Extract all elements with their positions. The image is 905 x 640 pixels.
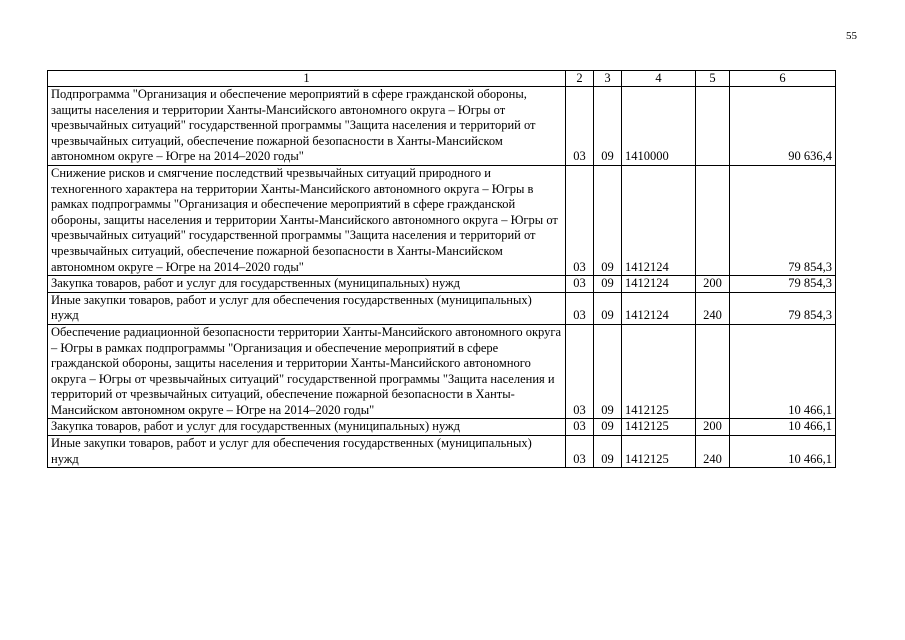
target-article-code: 1412125 [622, 436, 696, 468]
amount: 79 854,3 [730, 292, 836, 324]
amount: 79 854,3 [730, 276, 836, 293]
subsection-code: 09 [594, 165, 622, 275]
budget-table [47, 70, 836, 468]
row-name: Закупка товаров, работ и услуг для государственных (муниципальных) нужд [48, 276, 566, 293]
column-header-1: 1 [48, 71, 566, 87]
section-code: 03 [566, 419, 594, 436]
table-row [48, 292, 836, 324]
target-article-code: 1412125 [622, 324, 696, 419]
amount: 10 466,1 [730, 419, 836, 436]
row-name: Снижение рисков и смягчение последствий чрезвычайных ситуаций природного и техногенного характера на территории Ханты-Мансийского автономного округа – Югры в рамках подпрограммы "Организация и обеспечение мероприятий в сфере гражданской обороны, защиты населения и территории Ханты-Мансийского автономного округа – Югры от чрезвычайных ситуаций" государственной программы "Защита населения и территорий от чрезвычайных ситуаций, обеспечение пожарной безопасности в Ханты-Мансийском автономном округе – Югре на 2014–2020 годы" [48, 165, 566, 275]
target-article-code: 1412124 [622, 276, 696, 293]
subsection-code: 09 [594, 324, 622, 419]
table-header-row [48, 71, 836, 87]
expense-type-code: 200 [696, 419, 730, 436]
expense-type-code [696, 165, 730, 275]
target-article-code: 1412124 [622, 292, 696, 324]
target-article-code: 1412125 [622, 419, 696, 436]
subsection-code: 09 [594, 292, 622, 324]
table-row [48, 87, 836, 166]
subsection-code: 09 [594, 276, 622, 293]
subsection-code: 09 [594, 419, 622, 436]
table-row [48, 324, 836, 419]
column-header-2: 2 [566, 71, 594, 87]
row-name: Иные закупки товаров, работ и услуг для обеспечения государственных (муниципальных) нужд [48, 292, 566, 324]
section-code: 03 [566, 324, 594, 419]
table-row [48, 276, 836, 293]
section-code: 03 [566, 276, 594, 293]
section-code: 03 [566, 165, 594, 275]
section-code: 03 [566, 436, 594, 468]
expense-type-code [696, 324, 730, 419]
row-name: Иные закупки товаров, работ и услуг для обеспечения государственных (муниципальных) нужд [48, 436, 566, 468]
column-header-3: 3 [594, 71, 622, 87]
section-code: 03 [566, 87, 594, 166]
expense-type-code: 240 [696, 292, 730, 324]
table-row [48, 165, 836, 275]
target-article-code: 1412124 [622, 165, 696, 275]
row-name: Закупка товаров, работ и услуг для государственных (муниципальных) нужд [48, 419, 566, 436]
expense-type-code: 240 [696, 436, 730, 468]
amount: 79 854,3 [730, 165, 836, 275]
table-row [48, 436, 836, 468]
row-name: Подпрограмма "Организация и обеспечение мероприятий в сфере гражданской обороны, защиты населения и территории Ханты-Мансийского автономного округа – Югры от чрезвычайных ситуаций" государственной программы "Защита населения и территорий от чрезвычайных ситуаций, обеспечение пожарной безопасности в Ханты-Мансийском автономном округе – Югре на 2014–2020 годы" [48, 87, 566, 166]
expense-type-code: 200 [696, 276, 730, 293]
section-code: 03 [566, 292, 594, 324]
expense-type-code [696, 87, 730, 166]
target-article-code: 1410000 [622, 87, 696, 166]
row-name: Обеспечение радиационной безопасности территории Ханты-Мансийского автономного округа – Югры в рамках подпрограммы "Организация и обеспечение мероприятий в сфере гражданской обороны, защиты населения и территории Ханты-Мансийского автономного округа – Югры от чрезвычайных ситуаций" государственной программы "Защита населения и территорий от чрезвычайных ситуаций, обеспечение пожарной безопасности в Ханты-Мансийском автономном округе – Югре на 2014–2020 годы" [48, 324, 566, 419]
amount: 90 636,4 [730, 87, 836, 166]
subsection-code: 09 [594, 87, 622, 166]
amount: 10 466,1 [730, 436, 836, 468]
column-header-6: 6 [730, 71, 836, 87]
page-number: 55 [846, 30, 857, 42]
column-header-5: 5 [696, 71, 730, 87]
subsection-code: 09 [594, 436, 622, 468]
column-header-4: 4 [622, 71, 696, 87]
amount: 10 466,1 [730, 324, 836, 419]
table-row [48, 419, 836, 436]
